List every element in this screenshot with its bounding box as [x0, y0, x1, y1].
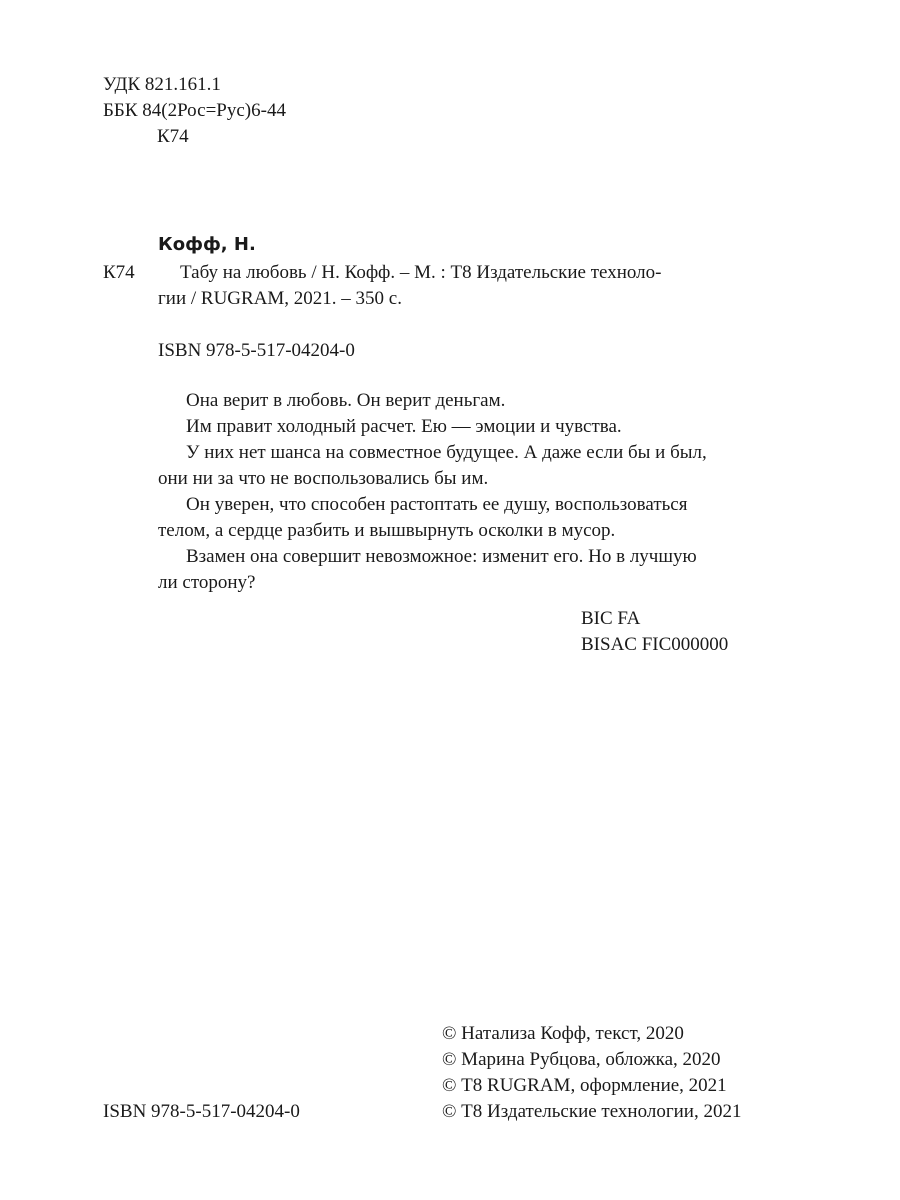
- classification-block: [103, 72, 286, 150]
- record-isbn: ISBN 978-5-517-04204-0: [158, 340, 355, 361]
- bib-line: Табу на любовь / Н. Кофф. – М. : Т8 Издательские техноло-: [180, 262, 662, 283]
- copyright-line: © Т8 RUGRAM, оформление, 2021: [442, 1075, 727, 1096]
- copyright-block: [442, 1021, 741, 1125]
- bib-line: гии / RUGRAM, 2021. – 350 с.: [158, 288, 402, 309]
- subject-codes: [581, 606, 728, 658]
- footer-isbn: ISBN 978-5-517-04204-0: [103, 1101, 300, 1122]
- annotation-line: они ни за что не воспользовались бы им.: [158, 468, 489, 489]
- copyright-line: © Т8 Издательские технологии, 2021: [442, 1101, 742, 1122]
- author-mark: К74: [157, 126, 189, 147]
- annotation-line: У них нет шанса на совместное будущее. А даже если бы и был,: [186, 442, 707, 463]
- copyright-line: © Натализа Кофф, текст, 2020: [442, 1023, 684, 1044]
- annotation-line: телом, а сердце разбить и вышвырнуть осколки в мусор.: [158, 520, 616, 541]
- annotation-line: Им правит холодный расчет. Ею — эмоции и чувства.: [186, 416, 622, 437]
- bibliographic-description: [158, 260, 758, 312]
- record-author-mark: К74: [103, 262, 135, 283]
- record-author: Кофф, Н.: [158, 234, 256, 255]
- annotation-line: Она верит в любовь. Он верит деньгам.: [186, 390, 506, 411]
- annotation-line: Взамен она совершит невозможное: изменит его. Но в лучшую: [186, 546, 697, 567]
- bic-code: BIC FA: [581, 608, 641, 629]
- bisac-code: BISAC FIC000000: [581, 634, 729, 655]
- annotation: [158, 388, 758, 596]
- annotation-line: Он уверен, что способен растоптать ее душу, воспользоваться: [186, 494, 688, 515]
- bbk-code: ББК 84(2Рос=Рус)6-44: [103, 100, 286, 121]
- copyright-line: © Марина Рубцова, обложка, 2020: [442, 1049, 721, 1070]
- annotation-line: ли сторону?: [158, 572, 256, 593]
- udc-code: УДК 821.161.1: [103, 74, 221, 95]
